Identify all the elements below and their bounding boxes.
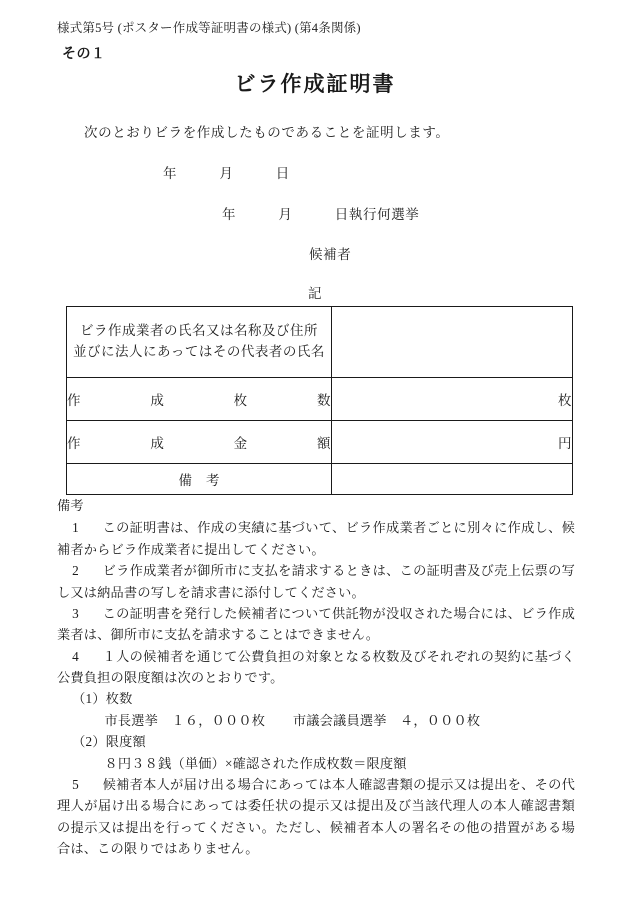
- table-row: [67, 378, 573, 421]
- sub-item-label: （1）枚数: [72, 691, 133, 707]
- certificate-date-line: 年 月 日: [163, 166, 290, 181]
- notes-heading: 備考: [57, 498, 84, 513]
- form-code-label: 様式第5号 (ポスター作成等証明書の様式) (第4条関係): [57, 21, 361, 35]
- note-item: [57, 774, 575, 860]
- row-value-sheet-count[interactable]: 枚: [332, 378, 573, 421]
- sub-detail-right: 市議会議員選挙 ４，０００枚: [292, 712, 481, 728]
- sub-detail-left: 市長選挙 １６，０００枚: [104, 712, 266, 728]
- note-number: 3: [72, 605, 79, 621]
- note-text: １人の候補者を通じて公費負担の対象となる枚数及びそれぞれの契約に基づく公費負担の限度額は次のとおりです。: [57, 648, 575, 685]
- sub-item-detail: ８円３８銭（単価）×確認された作成枚数＝限度額: [104, 755, 407, 771]
- sub-item-label: （2）限度額: [72, 734, 146, 750]
- note-item: [57, 517, 575, 560]
- note-text: 候補者本人が届け出る場合にあっては本人確認書類の提示又は提出を、その代理人が届け出る場合にあっては委任状の提示又は提出及び当該代理人の本人確認書類の提示又は提出を行ってください。ただし、候補者本人の署名その他の措置がある場合は、この限りではありません。: [57, 776, 575, 856]
- ki-marker: 記: [307, 286, 323, 301]
- document-title: ビラ作成証明書: [234, 72, 396, 96]
- candidate-label: 候補者: [309, 247, 352, 262]
- row-value-producer-name[interactable]: [332, 307, 573, 378]
- label-char: 枚: [233, 393, 248, 408]
- label-char: 成: [150, 436, 165, 451]
- note-item: [57, 560, 575, 603]
- row-value-amount[interactable]: 円: [332, 421, 573, 464]
- note-item: [57, 646, 575, 689]
- note-number: 5: [72, 776, 79, 792]
- row-label-producer-name: [67, 307, 332, 378]
- row-label-remarks: [67, 464, 332, 495]
- note-text: この証明書は、作成の実績に基づいて、ビラ作成業者ごとに別々に作成し、候補者からビラ作成業者に提出してください。: [57, 520, 575, 557]
- label-char: 額: [316, 436, 331, 451]
- note-text: ビラ作成業者が御所市に支払を請求するときは、この証明書及び売上伝票の写し又は納品書の写しを請求書に添付してください。: [57, 563, 575, 600]
- row-label-sheet-count: [67, 378, 332, 421]
- sheet-number-label: その１: [62, 47, 106, 62]
- label-char: 成: [150, 393, 165, 408]
- note-number: 2: [72, 563, 79, 579]
- table-row: [67, 421, 573, 464]
- note-number: 1: [72, 520, 79, 536]
- sub-item-detail: [57, 710, 575, 731]
- label-char: 作: [67, 436, 81, 451]
- notes-section: [57, 495, 575, 859]
- note-number: 4: [72, 648, 79, 664]
- producer-label-line-1: ビラ作成業者の氏名又は名称及び住所: [80, 323, 318, 339]
- table-row: [67, 307, 573, 378]
- remarks-label-text: 備考: [178, 473, 234, 488]
- row-value-remarks[interactable]: [332, 464, 573, 495]
- certificate-table: [66, 306, 573, 495]
- election-date-line: 年 月 日執行何選挙: [222, 207, 420, 222]
- intro-statement: 次のとおりビラを作成したものであることを証明します。: [84, 125, 450, 140]
- note-item: [57, 603, 575, 646]
- label-char: 作: [67, 393, 81, 408]
- row-label-amount: [67, 421, 332, 464]
- producer-label-line-2: 並びに法人にあってはその代表者の氏名: [73, 344, 325, 359]
- table-row: [67, 464, 573, 495]
- label-char: 数: [316, 393, 331, 408]
- label-char: 金: [233, 436, 248, 451]
- note-text: この証明書を発行した候補者について供託物が没収された場合には、ビラ作成業者は、御所市に支払を請求することはできません。: [57, 605, 575, 643]
